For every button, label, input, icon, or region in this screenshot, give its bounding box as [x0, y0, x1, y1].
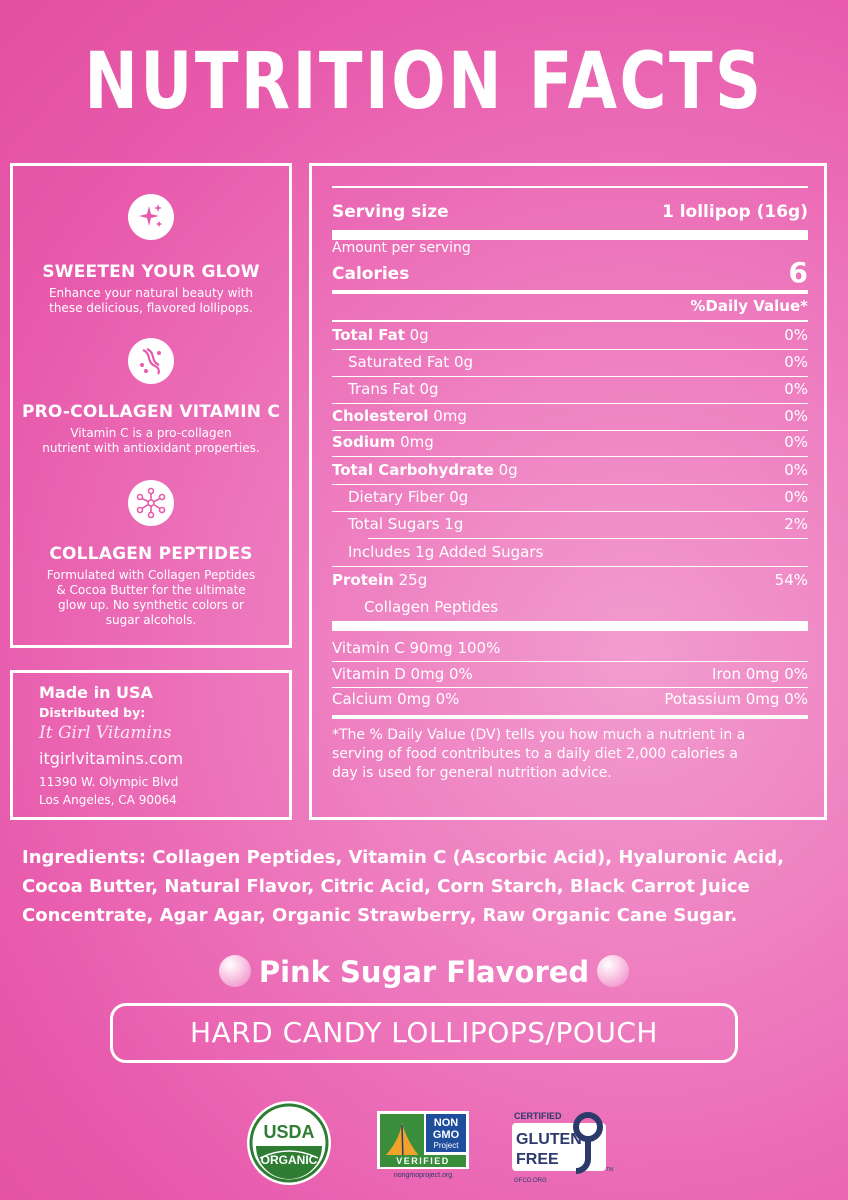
nutrient-row: Dietary Fiber 0g 0% [348, 488, 808, 506]
distributor-panel [10, 670, 292, 820]
feature-vitamin-c [13, 338, 289, 456]
gluten-free-seal [510, 1109, 614, 1185]
molecule-icon [128, 480, 174, 526]
feature-heading: COLLAGEN PEPTIDES [49, 544, 253, 564]
product-type-label: HARD CANDY LOLLIPOPS/POUCH [110, 1003, 738, 1063]
nutrient-row: Trans Fat 0g 0% [348, 380, 808, 398]
daily-value-header: %Daily Value* [690, 297, 808, 315]
features-panel [10, 163, 292, 648]
svg-text:GMO: GMO [432, 1129, 460, 1141]
nutrient-row: Cholesterol 0mg 0% [332, 407, 808, 425]
organic-text: ORGANIC [260, 1153, 318, 1167]
vitamin-c-row: Vitamin C 90mg 100% [332, 639, 501, 657]
serving-size-row: Serving size 1 lollipop (16g) [332, 202, 808, 222]
vitamin-d-iron-row: Vitamin D 0mg 0% Iron 0mg 0% [332, 665, 808, 683]
svg-text:GFCO.ORG: GFCO.ORG [514, 1178, 547, 1184]
candy-pearl-icon [219, 955, 251, 987]
feature-heading: PRO-COLLAGEN VITAMIN C [21, 402, 280, 422]
svg-text:TM: TM [606, 1167, 614, 1173]
distributed-by: Distributed by: [39, 705, 146, 720]
feature-peptides [13, 480, 289, 628]
svg-text:NON: NON [433, 1117, 459, 1129]
svg-text:FREE: FREE [516, 1151, 559, 1168]
brand-url: itgirlvitamins.com [39, 749, 184, 768]
svg-text:CERTIFIED: CERTIFIED [514, 1111, 562, 1121]
ingredients-text: Ingredients: Collagen Peptides, Vitamin C (Ascorbic Acid), Hyaluronic Acid, Cocoa Butter, Natural Flavor, Citric Acid, Corn Starch, Black Carrot Juice Concentrate, Agar Agar, Organic Strawberry, Raw Organic Cane Sugar. [22, 847, 784, 926]
calcium-potassium-row: Calcium 0mg 0% Potassium 0mg 0% [332, 690, 808, 708]
svg-text:GLUTEN: GLUTEN [516, 1131, 582, 1148]
nutrient-row: Sodium 0mg 0% [332, 433, 808, 451]
address-line-1: 11390 W. Olympic Blvd [39, 775, 179, 789]
flavor-line [0, 952, 848, 992]
nutrition-facts-panel [309, 163, 827, 820]
feature-desc: Enhance your natural beauty with these delicious, flavored lollipops. [48, 286, 254, 315]
feature-desc: Formulated with Collagen Peptides & Cocoa Butter for the ultimate glow up. No synthetic colors or sugar alcohols. [46, 568, 256, 627]
address-line-2: Los Angeles, CA 90064 [39, 793, 177, 807]
nutrient-row: Total Carbohydrate 0g 0% [332, 461, 808, 479]
nutrient-row: Collagen Peptides [364, 598, 499, 616]
feature-heading: SWEETEN YOUR GLOW [42, 262, 260, 282]
daily-value-footnote: *The % Daily Value (DV) tells you how much a nutrient in a serving of food contributes to a daily diet 2,000 calories a day is used for general nutrition advice. [332, 727, 746, 781]
amount-per-serving: Amount per serving [332, 240, 471, 256]
nutrient-row: Protein 25g 54% [332, 571, 808, 589]
svg-text:Project: Project [433, 1141, 459, 1150]
calories-row: Calories 6 [332, 256, 808, 289]
nutrient-row: Total Fat 0g 0% [332, 326, 808, 344]
candy-pearl-icon [597, 955, 629, 987]
svg-text:nongmoproject.org: nongmoproject.org [393, 1172, 453, 1179]
non-gmo-verified-seal [377, 1111, 469, 1179]
usda-organic-seal [246, 1100, 332, 1186]
page-title: NUTRITION FACTS [84, 37, 764, 127]
flavor-name: Pink Sugar Flavored [258, 955, 590, 989]
usda-text: USDA [263, 1122, 315, 1142]
nutrient-row: Total Sugars 1g 2% [348, 515, 808, 533]
nutrient-row: Saturated Fat 0g 0% [348, 353, 808, 371]
collagen-icon [128, 338, 174, 384]
sparkle-icon [128, 194, 174, 240]
svg-text:VERIFIED: VERIFIED [396, 1156, 450, 1166]
feature-desc: Vitamin C is a pro-collagen nutrient with antioxidant properties. [42, 426, 260, 455]
feature-glow [13, 194, 289, 316]
nutrient-row: Includes 1g Added Sugars [348, 543, 544, 561]
brand-name: It Girl Vitamins [39, 723, 172, 743]
made-in-usa: Made in USA [39, 683, 153, 702]
